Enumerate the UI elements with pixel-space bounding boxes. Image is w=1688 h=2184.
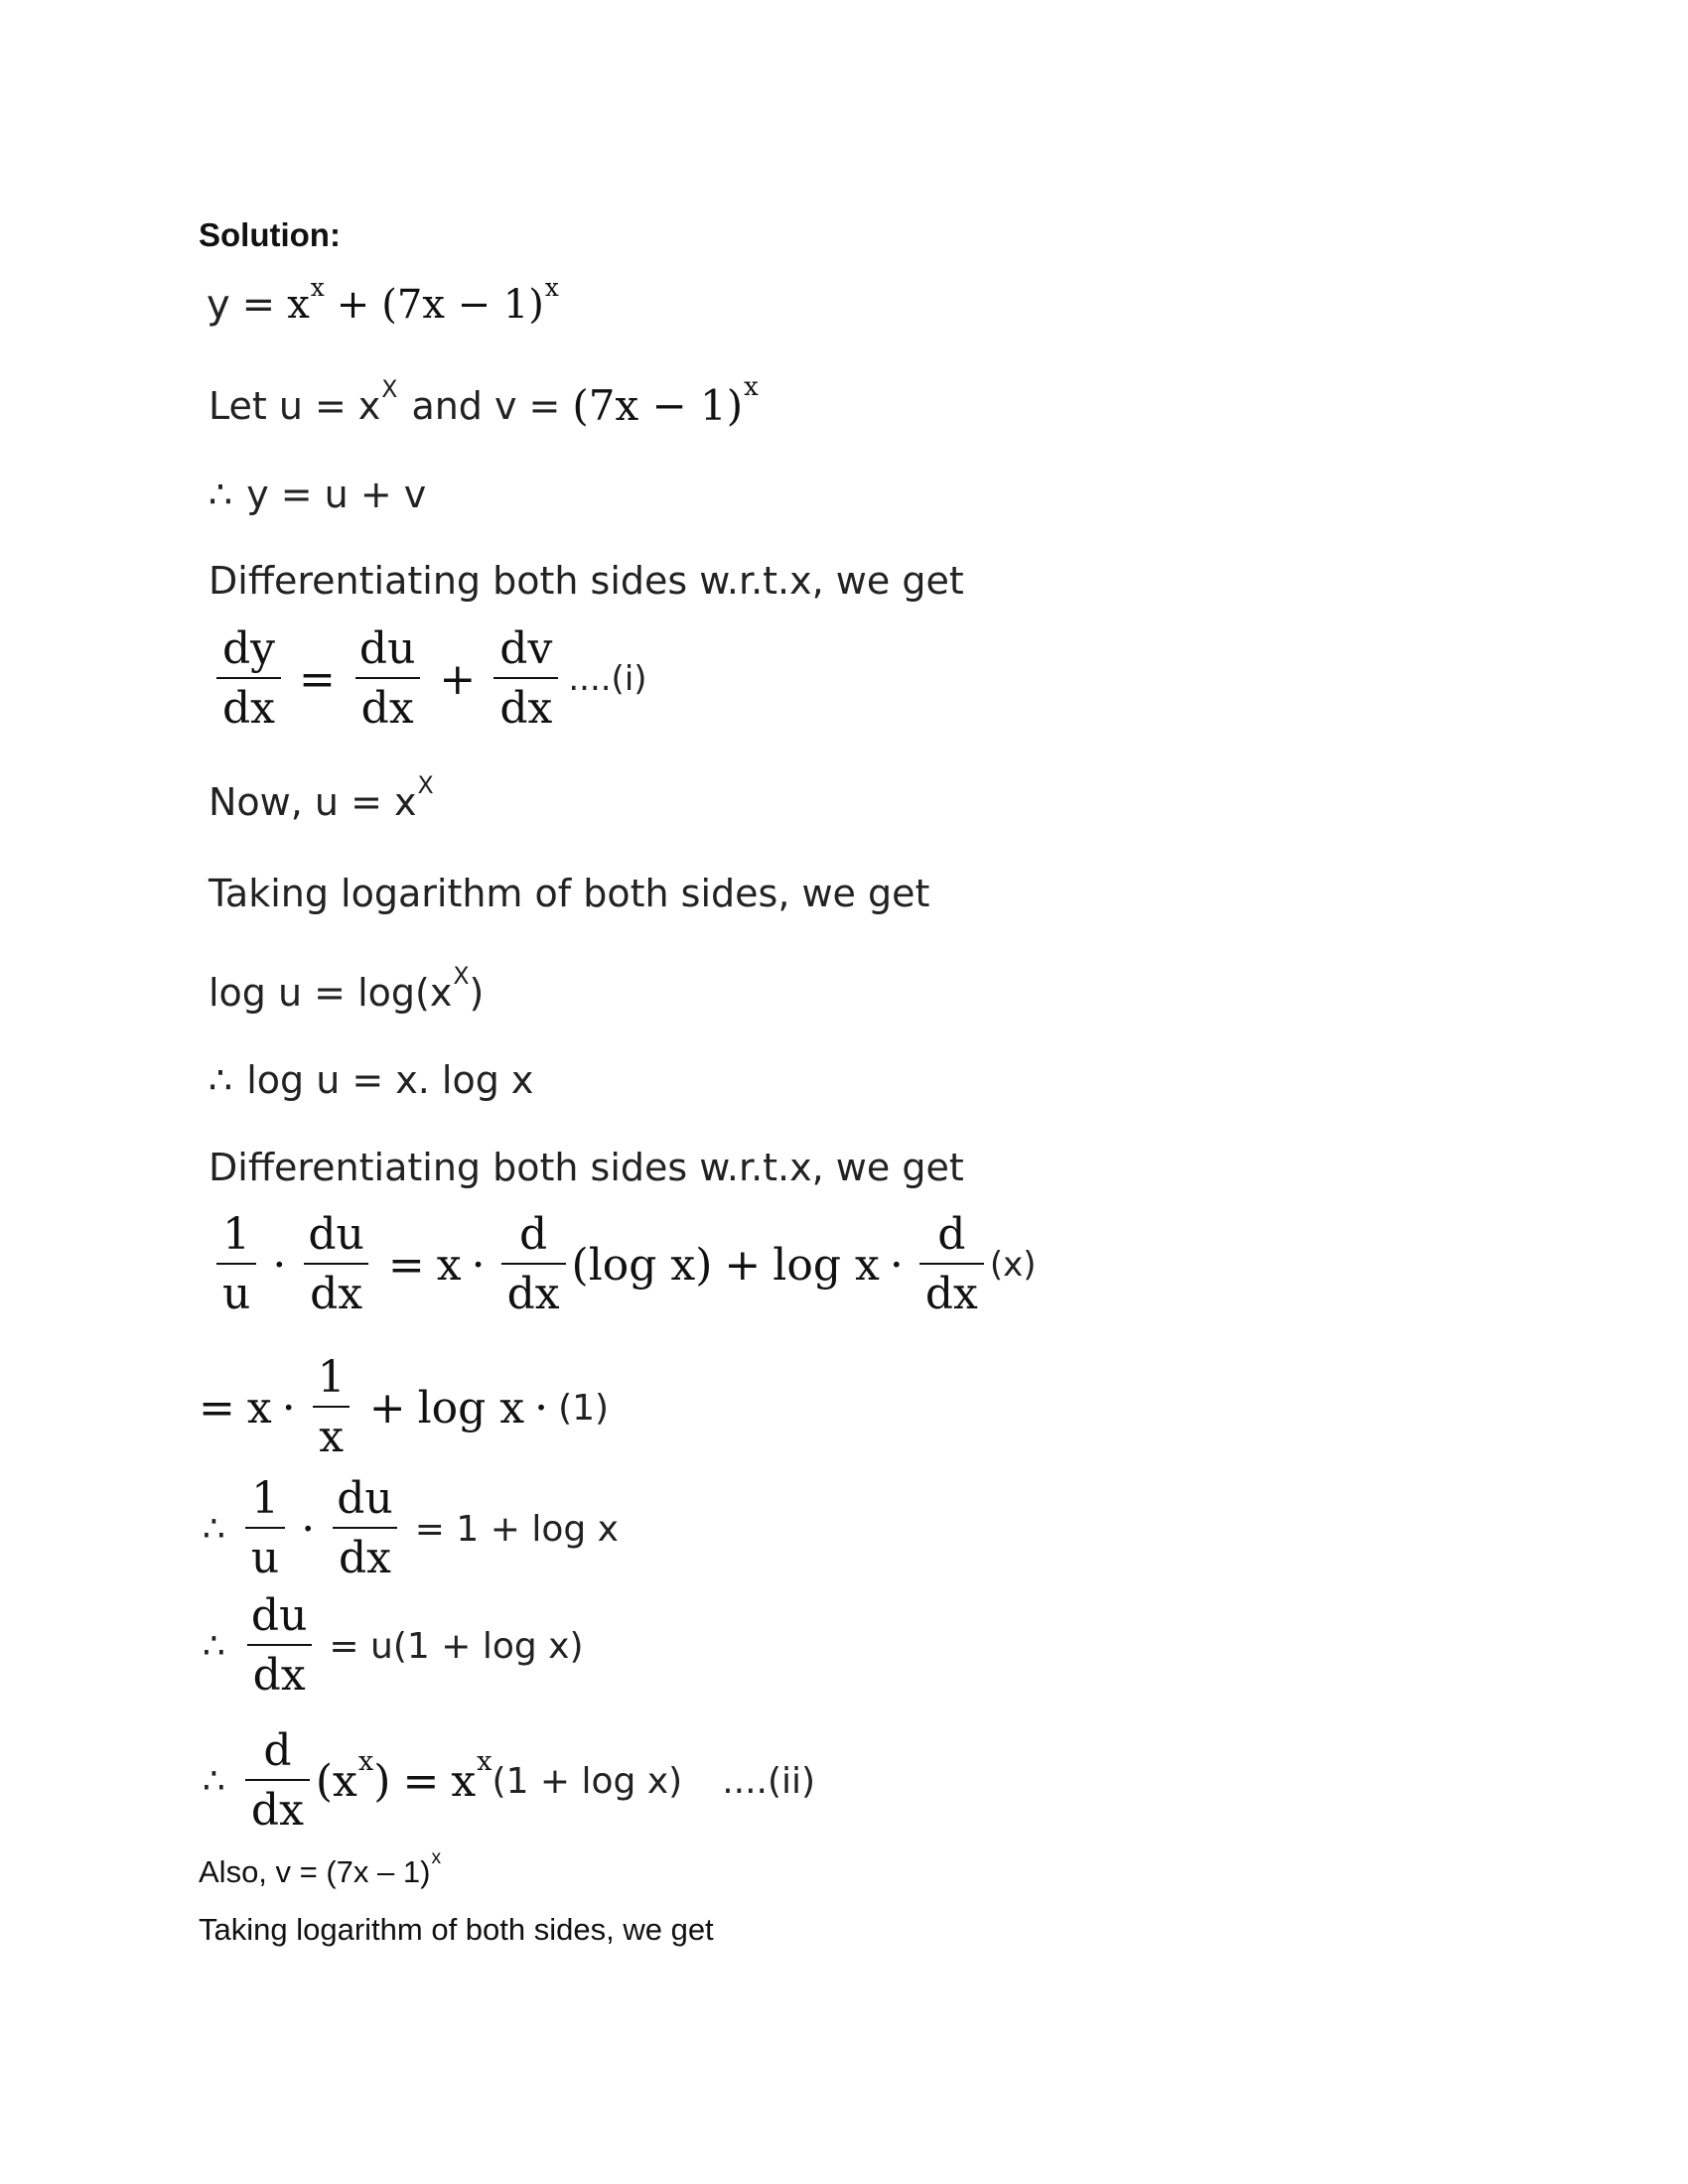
equation-log-u-simplified <box>209 1058 533 1102</box>
rhs-expression: = u(1 + log x) <box>329 1625 584 1667</box>
exponent-x: X <box>453 962 470 991</box>
plus-sign: + <box>724 1239 762 1291</box>
expression: log u = x. log x <box>246 1058 534 1102</box>
fraction-du-dx: $\frac{du}{dx}$ <box>331 1477 399 1580</box>
fraction-dy-dx: $\frac{dy}{dx}$ <box>216 627 281 731</box>
taking-logarithm-text: Taking logarithm of both sides, we get <box>209 872 930 915</box>
exponent-x: x <box>477 1745 492 1777</box>
close-paren: ) <box>469 971 485 1015</box>
var-y: y <box>207 282 230 328</box>
equals-sign: = <box>199 1382 235 1433</box>
therefore-symbol: ∴ <box>209 1058 233 1102</box>
equation-log-u <box>209 962 485 1015</box>
fraction-d-dx: $\frac{d}{dx}$ <box>501 1213 566 1316</box>
rhs-expression: (1 + log x) <box>492 1760 683 1802</box>
equals-sign: = <box>299 653 336 705</box>
dot-operator: · <box>272 1239 287 1291</box>
dot-operator: · <box>301 1503 316 1555</box>
exponent-x: x <box>357 1745 374 1777</box>
exponent-x: x <box>431 1847 442 1869</box>
exponent-x: x <box>544 272 559 302</box>
differentiating-text: Differentiating both sides w.r.t.x, we get <box>209 559 964 603</box>
text-taking-logarithm <box>209 872 929 915</box>
let-u-label: Let u <box>209 383 303 428</box>
equation-tag-i: ....(i) <box>568 659 647 699</box>
fraction-d-dx: $\frac{d}{dx}$ <box>245 1729 310 1833</box>
var-x: x <box>287 282 310 328</box>
fraction-du-dx: $\frac{du}{dx}$ <box>245 1594 314 1698</box>
equation-ii <box>203 1725 816 1836</box>
fraction-1-u: $\frac{1}{u}$ <box>216 1213 256 1316</box>
fraction-1-x: $\frac{1}{x}$ <box>312 1356 352 1459</box>
equation-y-sum <box>209 473 426 516</box>
plus-sign: + <box>336 282 370 328</box>
fraction-du-dx: $\frac{du}{dx}$ <box>353 627 422 731</box>
equation-du-dx <box>203 1590 584 1701</box>
therefore-symbol: ∴ <box>209 473 233 516</box>
therefore-symbol: ∴ <box>203 1625 225 1667</box>
text-differentiating <box>209 559 964 603</box>
equals-sign: = <box>314 383 347 428</box>
log-x: log x <box>417 1382 525 1433</box>
rhs-expression: = 1 + log x <box>414 1508 619 1550</box>
fraction-dv-dx: $\frac{dv}{dx}$ <box>493 627 558 731</box>
text-taking-logarithm-2 <box>199 1912 714 1948</box>
expression: y = u + v <box>246 473 427 516</box>
exponent-x: x <box>310 272 325 302</box>
exponent-x: X <box>381 374 398 403</box>
solution-heading: Solution: <box>199 216 341 253</box>
equals-sign: = <box>528 383 561 428</box>
equals-sign: = <box>402 1755 440 1807</box>
paren-open-x: (x <box>315 1755 357 1807</box>
paren-close: ) <box>373 1755 391 1807</box>
exponent-x: X <box>417 771 434 800</box>
paren-7x-minus-1: (7x − 1) <box>381 282 544 328</box>
now-u-text: Now, u = x <box>209 780 417 824</box>
dot-operator: · <box>471 1239 486 1291</box>
therefore-symbol: ∴ <box>203 1760 225 1802</box>
dot-operator: · <box>889 1239 904 1291</box>
equation-y-definition <box>207 272 559 328</box>
plus-sign: + <box>439 653 477 705</box>
plus-sign: + <box>368 1382 406 1433</box>
equation-i <box>211 623 647 734</box>
also-v-text: Also, v = (7x – 1) <box>199 1854 431 1889</box>
exponent-x: x <box>744 371 759 402</box>
paren-7x-minus-1: (7x − 1) <box>572 381 744 430</box>
equation-derivative-log-u <box>211 1209 1037 1319</box>
equation-now-u <box>209 771 434 824</box>
equation-tag-ii: ....(ii) <box>722 1760 816 1802</box>
equals-sign: = <box>387 1239 425 1291</box>
fraction-d-dx: $\frac{d}{dx}$ <box>919 1213 984 1316</box>
equation-simplified <box>199 1352 610 1462</box>
differentiating-text: Differentiating both sides w.r.t.x, we get <box>209 1146 964 1189</box>
taking-logarithm-text: Taking logarithm of both sides, we get <box>199 1912 714 1947</box>
therefore-symbol: ∴ <box>203 1508 225 1550</box>
var-x: x <box>436 1239 462 1291</box>
dot-operator: · <box>534 1382 549 1433</box>
log-x: log x <box>773 1239 880 1291</box>
equals-sign: = <box>241 282 276 328</box>
log-u-text: log u = log(x <box>209 971 453 1015</box>
log-x-paren: (log x) <box>571 1239 713 1291</box>
equation-also-v <box>199 1847 442 1890</box>
var-x: x <box>451 1755 477 1807</box>
and-v-label: and v <box>411 383 517 428</box>
fraction-du-dx: $\frac{du}{dx}$ <box>302 1213 370 1316</box>
var-x: x <box>357 383 381 428</box>
paren-x: (x) <box>989 1245 1037 1285</box>
var-x: x <box>246 1382 272 1433</box>
equation-let-u-v <box>209 371 759 430</box>
fraction-1-u: $\frac{1}{u}$ <box>245 1477 285 1580</box>
dot-operator: · <box>281 1382 296 1433</box>
text-differentiating-2 <box>209 1146 964 1189</box>
paren-one: (1) <box>558 1387 610 1429</box>
equation-result-log <box>203 1473 619 1583</box>
